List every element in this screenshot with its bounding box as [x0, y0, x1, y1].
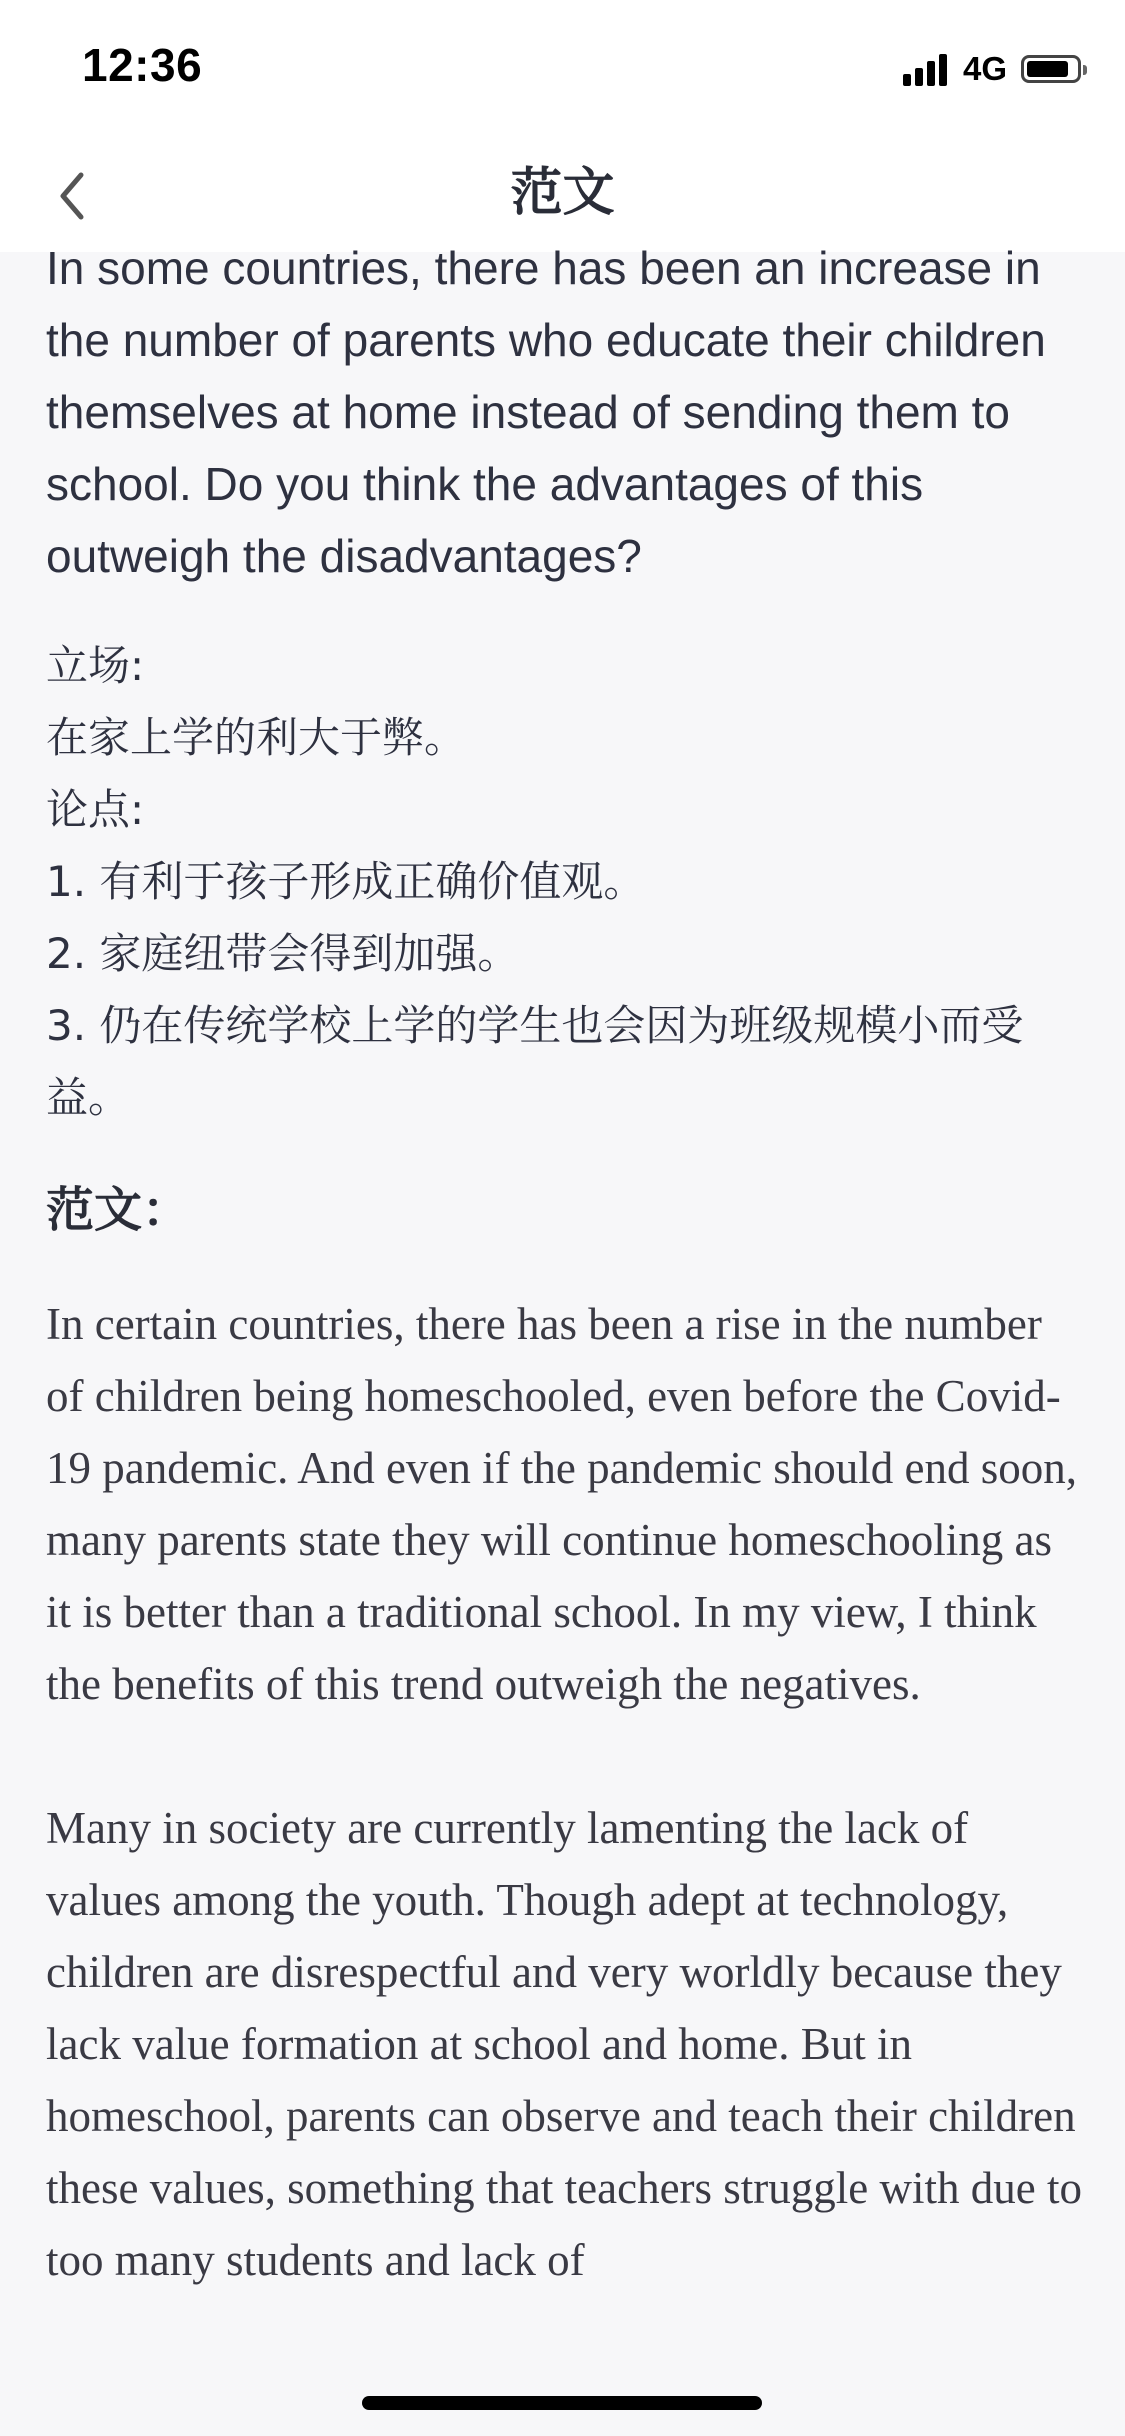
- home-indicator[interactable]: [362, 2396, 762, 2410]
- status-time: 12:36: [82, 39, 203, 91]
- essay-paragraph: Many in society are currently lamenting the lack of values among the youth. Though adept at technology, children are disrespectful and very worldly because they lack value formation at school and home. But in homeschool, parents can observe and teach their children these values, something that teachers struggle with due to too many students and lack of: [46, 1803, 1082, 2285]
- point-item: 3. 仍在传统学校上学的学生也会因为班级规模小而受益。: [46, 1001, 1024, 1122]
- stance-text: 在家上学的利大于弊。: [46, 713, 467, 762]
- status-indicators: [903, 48, 1081, 90]
- point-item: 1. 有利于孩子形成正确价值观。: [46, 857, 646, 906]
- essay-outline: [46, 630, 1086, 1134]
- article-content: [46, 232, 1086, 2368]
- essay-paragraph: In certain countries, there has been a rise in the number of children being homeschooled, even before the Covid-19 pandemic. And even if the pandemic should end soon, many parents state they will continue homeschooling as it is better than a traditional school. In my view, I think the benefits of this trend outweigh the negatives.: [46, 1299, 1078, 1709]
- sample-essay-heading: 范文：: [46, 1182, 191, 1238]
- point-item: 2. 家庭纽带会得到加强。: [46, 929, 520, 978]
- battery-icon: [1021, 55, 1081, 83]
- network-label: 4G: [962, 50, 1007, 87]
- page-title: 范文: [510, 163, 615, 223]
- status-bar: [0, 0, 1125, 140]
- stance-label: 立场:: [46, 641, 145, 690]
- signal-icon: [903, 52, 951, 86]
- sample-essay: [46, 1288, 1086, 2296]
- points-label: 论点:: [46, 785, 145, 834]
- essay-question: In some countries, there has been an increase in the number of parents who educate their children themselves at home instead of sending them to school. Do you think the advantages of this outweigh the disadvantages?: [46, 242, 1046, 582]
- battery-fill: [1027, 61, 1068, 77]
